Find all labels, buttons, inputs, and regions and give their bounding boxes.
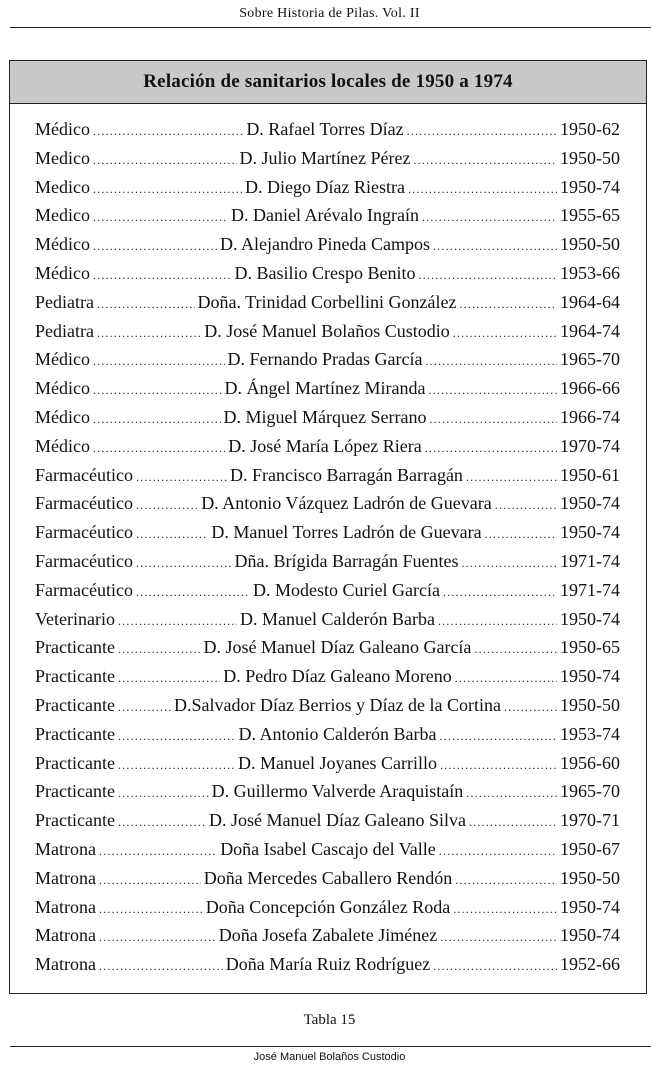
dot-leader: [93, 124, 243, 139]
row-role: Practicante: [35, 666, 115, 687]
row-role: Matrona: [35, 954, 96, 975]
row-name: D. José María López Riera: [228, 435, 422, 456]
table-row: [35, 407, 620, 436]
row-period: 1956-60: [560, 752, 620, 773]
table-row: [35, 695, 620, 724]
row-name: D. Guillermo Valverde Araquistaín: [211, 781, 464, 802]
row-role: Practicante: [35, 723, 115, 744]
row-name: D. Miguel Márquez Serrano: [223, 406, 427, 427]
row-period: 1965-70: [559, 349, 620, 370]
dot-leader: [97, 326, 201, 341]
row-name: D. José Manuel Díaz Galeano Silva: [209, 810, 466, 831]
row-role: Matrona: [35, 838, 96, 859]
dot-leader: [425, 354, 557, 369]
table-row: [35, 868, 620, 897]
row-role: Médico: [35, 406, 90, 427]
dot-leader: [118, 758, 235, 773]
table-row: [35, 349, 620, 378]
dot-leader: [93, 383, 222, 398]
dot-leader: [439, 844, 557, 859]
row-name: D. Manuel Calderón Barba: [240, 608, 435, 629]
dot-leader: [504, 700, 557, 715]
row-period: 1953-74: [560, 723, 620, 744]
dot-leader: [440, 758, 557, 773]
row-name: D. Modesto Curiel García: [253, 579, 440, 600]
row-role: Médico: [35, 435, 90, 456]
row-role: Médico: [35, 234, 90, 255]
dot-leader: [459, 297, 557, 312]
dot-leader: [99, 930, 216, 945]
table-row: [35, 724, 620, 753]
dot-leader: [433, 959, 557, 974]
row-period: 1950-74: [560, 176, 620, 197]
running-foot: José Manuel Bolaños Custodio: [253, 1051, 406, 1063]
dot-leader: [99, 902, 203, 917]
table-row: [35, 580, 620, 609]
dot-leader: [97, 297, 195, 312]
header-rule: [10, 27, 651, 28]
table-row: [35, 205, 620, 234]
dot-leader: [474, 642, 557, 657]
row-role: Farmacéutico: [35, 579, 133, 600]
dot-leader: [439, 729, 557, 744]
row-role: Medico: [35, 147, 90, 168]
row-period: 1970-74: [559, 435, 620, 456]
row-role: Practicante: [35, 810, 115, 831]
row-role: Matrona: [35, 925, 96, 946]
dot-leader: [99, 873, 201, 888]
table-row: [35, 954, 620, 983]
row-name: D. Alejandro Pineda Campos: [220, 234, 430, 255]
dot-leader: [118, 729, 236, 744]
row-role: Matrona: [35, 896, 96, 917]
table-title: Relación de sanitarios locales de 1950 a 1974: [10, 61, 646, 104]
dot-leader: [99, 844, 217, 859]
row-name: D. Francisco Barragán Barragán: [230, 464, 463, 485]
dot-leader: [429, 412, 557, 427]
table-row: [35, 839, 620, 868]
row-name: Doña María Ruiz Rodríguez: [225, 954, 431, 975]
table-row: [35, 666, 620, 695]
table-row: [35, 522, 620, 551]
row-role: Médico: [35, 262, 90, 283]
sanitarios-table: [9, 60, 647, 994]
row-period: 1950-74: [559, 493, 620, 514]
row-role: Pediatra: [35, 291, 94, 312]
footer-rule: [10, 1046, 651, 1047]
row-role: Médico: [35, 119, 90, 139]
row-period: 1964-74: [559, 320, 620, 341]
row-period: 1971-74: [559, 579, 620, 600]
row-name: D. Rafael Torres Díaz: [246, 119, 404, 139]
dot-leader: [118, 642, 201, 657]
table-row: [35, 263, 620, 292]
dot-leader: [136, 527, 208, 542]
dot-leader: [136, 585, 250, 600]
row-name: D. Diego Díaz Riestra: [245, 176, 405, 197]
row-period: 1950-50: [560, 694, 620, 715]
running-head: Sobre Historia de Pilas. Vol. II: [239, 6, 420, 21]
dot-leader: [93, 268, 232, 283]
table-caption: Tabla 15: [303, 1012, 356, 1028]
dot-leader: [118, 815, 206, 830]
dot-leader: [407, 124, 557, 139]
row-name: D. Manuel Joyanes Carrillo: [238, 752, 437, 773]
table-row: [35, 234, 620, 263]
row-role: Medico: [35, 205, 90, 226]
row-period: 1952-66: [560, 954, 620, 975]
row-period: 1950-74: [559, 608, 620, 629]
table-row: [35, 436, 620, 465]
row-period: 1953-66: [559, 262, 620, 283]
row-period: 1964-64: [559, 291, 620, 312]
row-name: D.Salvador Díaz Berrios y Díaz de la Cortina: [174, 694, 501, 715]
table-row: [35, 609, 620, 638]
row-name: D. Ángel Martínez Miranda: [224, 378, 426, 399]
dot-leader: [413, 153, 557, 168]
row-role: Veterinario: [35, 608, 115, 629]
row-name: D. Pedro Díaz Galeano Moreno: [223, 666, 452, 687]
row-period: 1965-70: [560, 781, 620, 802]
row-period: 1950-50: [560, 867, 620, 888]
table-row: [35, 897, 620, 926]
dot-leader: [453, 902, 557, 917]
table-rows: [35, 119, 620, 983]
row-role: Pediatra: [35, 320, 94, 341]
row-name: Doña Concepción González Roda: [205, 896, 451, 917]
dot-leader: [118, 614, 237, 629]
dot-leader: [469, 815, 557, 830]
row-name: Doña Mercedes Caballero Rendón: [203, 867, 453, 888]
row-role: Médico: [35, 349, 90, 370]
row-period: 1971-74: [560, 550, 620, 571]
dot-leader: [418, 268, 557, 283]
row-name: Doña Josefa Zabalete Jiménez: [218, 925, 438, 946]
row-role: Medico: [35, 176, 90, 197]
row-name: D. José Manuel Bolaños Custodio: [204, 320, 450, 341]
row-role: Practicante: [35, 752, 115, 773]
dot-leader: [428, 383, 557, 398]
dot-leader: [93, 210, 228, 225]
table-row: [35, 177, 620, 206]
dot-leader: [422, 210, 557, 225]
dot-leader: [455, 671, 557, 686]
dot-leader: [99, 959, 223, 974]
row-role: Farmacéutico: [35, 464, 133, 485]
dot-leader: [136, 498, 198, 513]
row-name: D. Julio Martínez Pérez: [239, 147, 411, 168]
row-period: 1950-50: [560, 234, 620, 255]
table-row: [35, 148, 620, 177]
dot-leader: [136, 556, 232, 571]
dot-leader: [461, 556, 557, 571]
row-role: Practicante: [35, 694, 115, 715]
dot-leader: [466, 470, 557, 485]
row-role: Farmacéutico: [35, 550, 133, 571]
dot-leader: [455, 873, 557, 888]
dot-leader: [118, 671, 220, 686]
row-role: Practicante: [35, 781, 115, 802]
dot-leader: [118, 786, 209, 801]
table-row: [35, 292, 620, 321]
dot-leader: [408, 182, 557, 197]
row-name: D. José Manuel Díaz Galeano García: [203, 637, 472, 658]
row-role: Farmacéutico: [35, 493, 133, 514]
dot-leader: [118, 700, 171, 715]
row-name: D. Antonio Vázquez Ladrón de Guevara: [201, 493, 492, 514]
row-period: 1950-50: [560, 147, 620, 168]
row-period: 1950-74: [560, 896, 620, 917]
row-role: Médico: [35, 378, 90, 399]
table-row: [35, 551, 620, 580]
table-row: [35, 119, 620, 148]
dot-leader: [485, 527, 557, 542]
table-row: [35, 781, 620, 810]
dot-leader: [136, 470, 227, 485]
row-period: 1955-65: [559, 205, 620, 226]
dot-leader: [453, 326, 557, 341]
row-name: Doña Isabel Cascajo del Valle: [220, 838, 436, 859]
row-period: 1950-74: [560, 522, 620, 543]
row-period: 1966-74: [560, 406, 620, 427]
row-name: Doña. Trinidad Corbellini González: [197, 291, 457, 312]
dot-leader: [93, 441, 225, 456]
dot-leader: [425, 441, 557, 456]
table-row: [35, 637, 620, 666]
table-row: [35, 378, 620, 407]
dot-leader: [93, 153, 237, 168]
row-role: Matrona: [35, 867, 96, 888]
dot-leader: [93, 354, 225, 369]
table-row: [35, 925, 620, 954]
row-period: 1950-62: [559, 119, 620, 139]
row-name: D. Basilio Crespo Benito: [234, 262, 416, 283]
table-row: [35, 753, 620, 782]
row-period: 1970-71: [560, 810, 620, 831]
dot-leader: [93, 412, 221, 427]
table-row: [35, 321, 620, 350]
row-period: 1950-67: [560, 838, 620, 859]
row-name: D. Antonio Calderón Barba: [238, 723, 437, 744]
row-period: 1950-74: [559, 925, 620, 946]
dot-leader: [440, 930, 557, 945]
dot-leader: [93, 239, 217, 254]
row-role: Farmacéutico: [35, 522, 133, 543]
row-period: 1950-74: [560, 666, 620, 687]
row-role: Practicante: [35, 637, 115, 658]
row-name: D. Fernando Pradas García: [227, 349, 423, 370]
table-row: [35, 493, 620, 522]
table-row: [35, 465, 620, 494]
table-row: [35, 810, 620, 839]
dot-leader: [438, 614, 557, 629]
dot-leader: [466, 786, 557, 801]
dot-leader: [443, 585, 557, 600]
row-period: 1966-66: [559, 378, 620, 399]
dot-leader: [93, 182, 242, 197]
row-name: Dña. Brígida Barragán Fuentes: [234, 550, 459, 571]
dot-leader: [433, 239, 557, 254]
dot-leader: [495, 498, 557, 513]
row-period: 1950-61: [560, 464, 620, 485]
row-name: D. Daniel Arévalo Ingraín: [231, 205, 419, 226]
row-name: D. Manuel Torres Ladrón de Guevara: [211, 522, 482, 543]
row-period: 1950-65: [559, 637, 620, 658]
